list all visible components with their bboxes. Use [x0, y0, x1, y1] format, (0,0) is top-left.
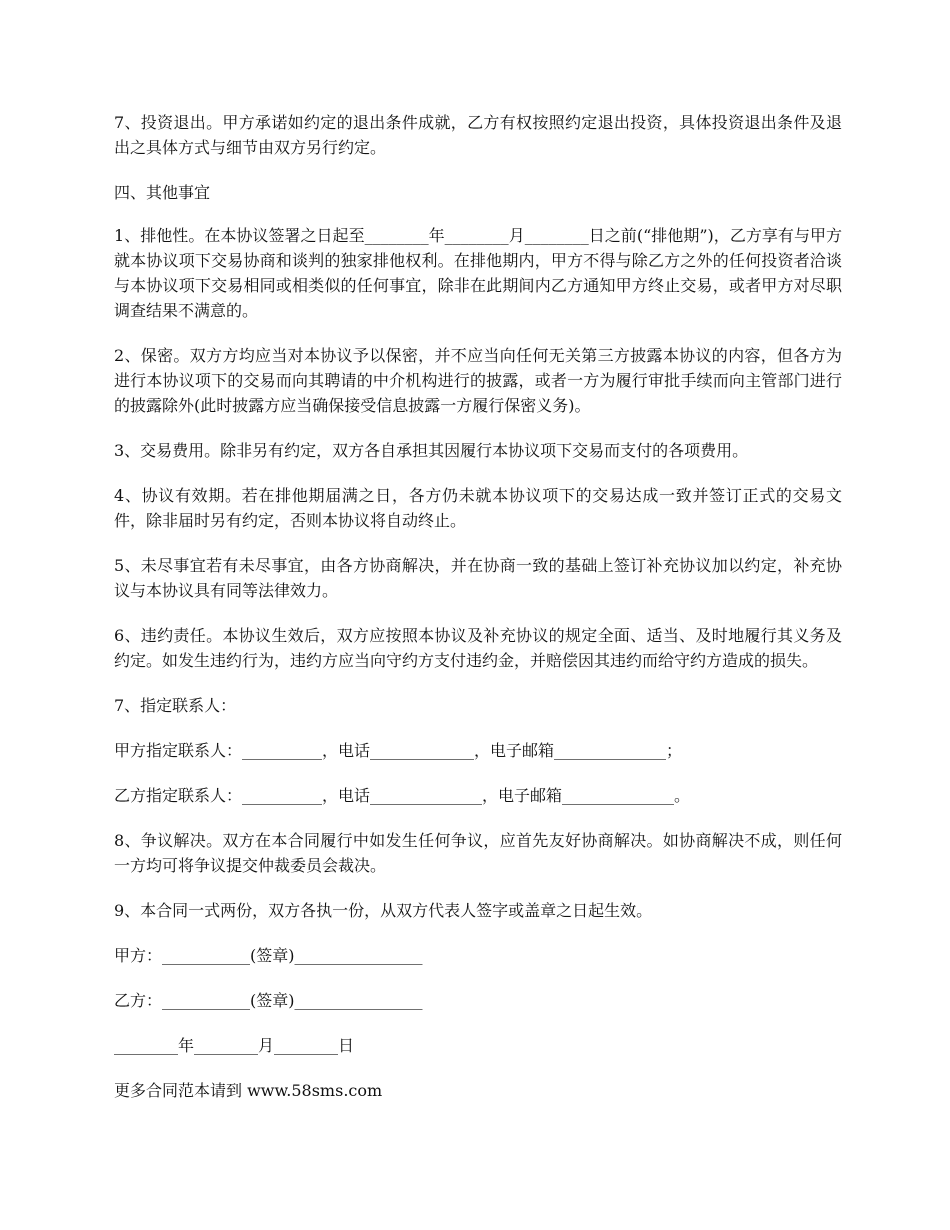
clause-transaction-expenses: 3、交易费用。除非另有约定，双方各自承担其因履行本协议项下交易而支付的各项费用。	[114, 441, 749, 460]
clause-breach-liability: 6、违约责任。本协议生效后，双方应按照本协议及补充协议的规定全面、适当、及时地履行其义务及约定。如发生违约行为，违约方应当向守约方支付违约金，并赔偿因其违约而给守约方造成的损失。	[114, 626, 842, 670]
clause-investment-exit: 7、投资退出。甲方承诺如约定的退出条件成就，乙方有权按照约定退出投资，具体投资退出条件及退出之具体方式与细节由双方另行约定。	[114, 113, 842, 157]
contact-line-party-a: 甲方指定联系人：__________，电话_____________，电子邮箱______________；	[114, 741, 683, 760]
footer-more-templates: 更多合同范本请到 www.58sms.com	[114, 1081, 383, 1100]
section-heading-other-matters: 四、其他事宜	[114, 183, 211, 202]
clause-exclusivity: 1、排他性。在本协议签署之日起至________年________月________日之前(“排他期”)，乙方享有与甲方就本协议项下交易协商和谈判的独家排他权利。在排他期内，甲方不得与除乙方之外的任何投资者洽谈与本协议项下交易相同或相类似的任何事宜，除非在此期间内乙方通知甲方终止交易，或者甲方对尽职调查结果不满意的。	[114, 226, 842, 320]
contact-line-party-b: 乙方指定联系人：__________，电话______________，电子邮箱______________。	[114, 786, 691, 805]
clause-agreement-term: 4、协议有效期。若在排他期届满之日，各方仍未就本协议项下的交易达成一致并签订正式的交易文件，除非届时另有约定，否则本协议将自动终止。	[114, 486, 842, 530]
clause-copies-effectiveness: 9、本合同一式两份，双方各执一份，从双方代表人签字或盖章之日起生效。	[114, 901, 653, 920]
signature-date-line: ________年________月________日	[114, 1036, 355, 1055]
document-page	[114, 110, 842, 1123]
signature-line-party-b: 乙方：___________(签章)________________	[114, 991, 423, 1010]
clause-confidentiality: 2、保密。双方方均应当对本协议予以保密，并不应当向任何无关第三方披露本协议的内容，但各方为进行本协议项下的交易而向其聘请的中介机构进行的披露，或者一方为履行审批手续而向主管部门进行的披露除外(此时披露方应当确保接受信息披露一方履行保密义务)。	[114, 346, 842, 415]
signature-line-party-a: 甲方：___________(签章)________________	[114, 946, 423, 965]
clause-dispute-resolution: 8、争议解决。双方在本合同履行中如发生任何争议，应首先友好协商解决。如协商解决不成，则任何一方均可将争议提交仲裁委员会裁决。	[114, 831, 842, 875]
clause-designated-contacts: 7、指定联系人：	[114, 696, 237, 715]
clause-unresolved-matters: 5、未尽事宜若有未尽事宜，由各方协商解决，并在协商一致的基础上签订补充协议加以约定，补充协议与本协议具有同等法律效力。	[114, 556, 842, 600]
